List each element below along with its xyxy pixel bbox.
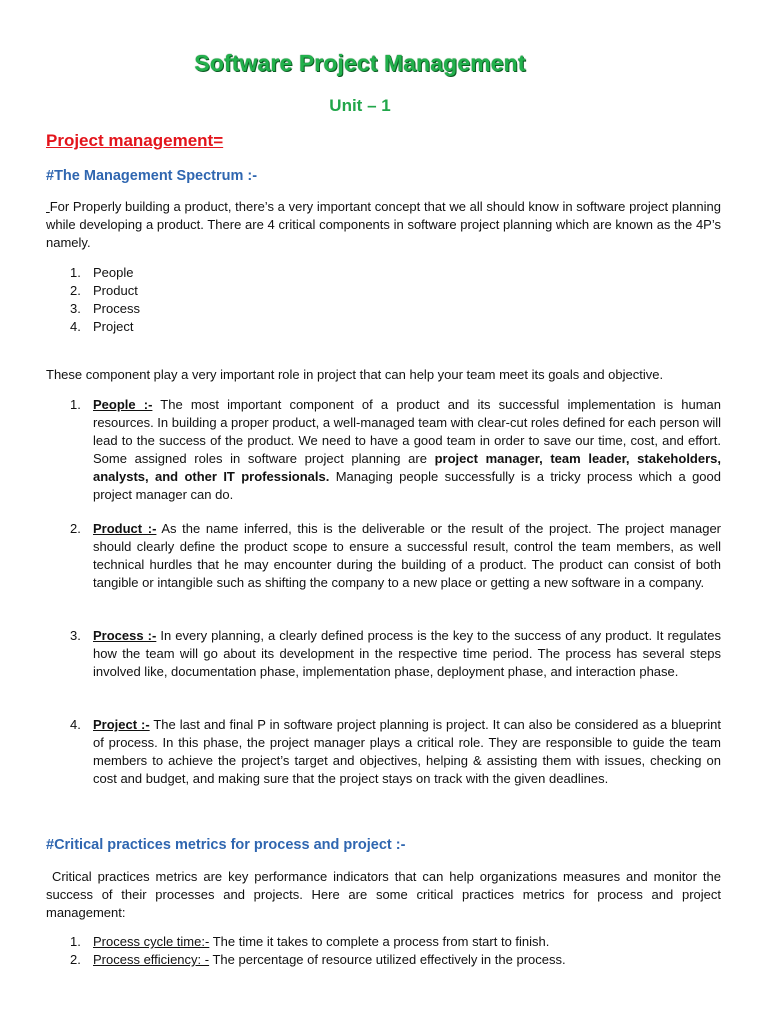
summary-paragraph: These component play a very important role in project that can help your team meet its goals and objective. [46,367,664,382]
metric-item-cycle-time: 1. Process cycle time:- The time it takes to complete a process from start to finish. [70,934,550,949]
detail-item-process: 3. Process :- In every planning, a clearly defined process is the key to the success of any product. It regulates how the team will go about its development in the respective time period. The process has several steps involved like, documentation phase, implementation phase, deployment phase, and interaction phase. [70,628,721,679]
list-item: 4. Project [70,319,134,334]
four-p-list [70,264,140,336]
metrics-intro-paragraph: Critical practices metrics are key performance indicators that can help organizations measures and monitor the success of their processes and projects. Here are some critical practices metrics for process and project management: [46,869,721,920]
list-item: 3. Process [70,301,140,316]
list-item: 1. People [70,265,134,280]
detail-item-product: 2. Product :- As the name inferred, this is the deliverable or the result of the project. The project manager should clearly define the product scope to ensure a successful result, control the team members, as well technical hurdles that he may encounter during the building of a product. The product can consist of both tangible or intangible such as shifting the company to a new place or getting a new software in a company. [70,521,722,590]
metric-item-efficiency: 2. Process efficiency: - The percentage of resource utilized effectively in the process. [70,952,566,967]
section-heading-project-management: Project management= [46,131,224,150]
document-title: Software Project Management [194,50,526,76]
list-item: 2. Product [70,283,138,298]
subheading-critical-metrics: #Critical practices metrics for process and project :- [46,837,406,853]
unit-heading: Unit – 1 [329,96,391,115]
subheading-management-spectrum: #The Management Spectrum :- [46,168,258,184]
detail-item-project: 4. Project :- The last and final P in software project planning is project. It can also be considered as a blueprint of process. In this phase, the project manager plays a critical role. They are responsible to guide the team members to achieve the project’s target and objectives, helping & assisting them with issues, checking on cost and budget, and making sure that the project stays on track with the given deadlines. [70,717,722,786]
detail-item-people: 1. People :- The most important component of a product and its successful implementation is human resources. In building a proper product, a well-managed team with clear-cut roles defined for each person will lead to the success of the product. We need to have a good team in order to save our time, cost, and effort. Some assigned roles in software project planning are project manager, team leader, stakeholders, analysts, and other IT professionals. Managing people successfully is a tricky process which a good project manager can do. [70,397,721,502]
intro-paragraph: For Properly building a product, there’s a very important concept that we all should know in software project planning while developing a product. There are 4 critical components in software project planning which are known as the 4P’s namely. [46,199,721,250]
